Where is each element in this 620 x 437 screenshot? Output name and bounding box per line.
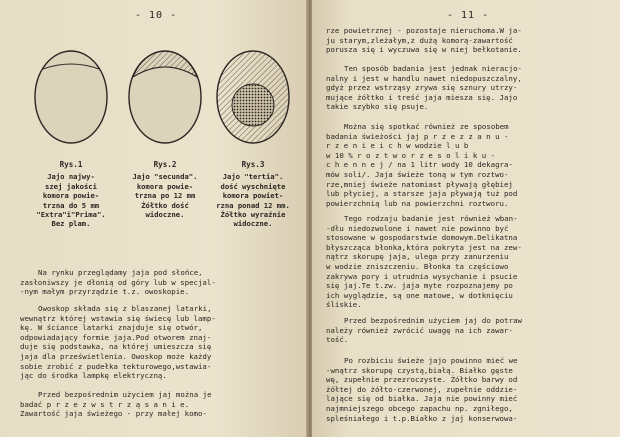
paragraph-jaja-myte: Tego rodzaju badanie jest również wban- -dłu niedozwolone i nawet nie powinno być stosowane w gospodarstwie domowym.Delikatna błyszcząca błonka,która pokryta jest na zew- nątrz skorupę jaja, ulega przy zanurzeniu w wodzie zniszczeniu. Błonka ta częściowo zakrywa pory i utrudnia wysychanie i psucie się jaj.Te t.zw. jaja myte rozpoznajemy po ich wyglądzie, są one matowe, w dotknięciu śliskie. bbox=[326, 214, 522, 310]
paragraph-zanurzenie: Można się spotkać również ze sposobem badania świeżości jaj p r z e z z a n u - r z e n i e i c h w wodzie l u b w 10 % r o z t w o r z e s o l i k u - c h e n n e j / na 1 litr wody 10 dekagra- mów soli/. Jaja świeże toną w tym roztwo- rze,mniej świeże natomiast pływają głębiej lub płyciej, a starsze jaja pływają tuż pod powierzchnią lub na powierzchni roztworu. bbox=[326, 122, 518, 208]
paragraph-owoskop: Owoskop składa się z blaszanej latarki, wewnątrz której wstawia się świecę lub lamp- kę. W ściance latarki znajduje się otwór, odpowiadający formie jaja.Pod otworem znaj- duje się podstawka, na której umieszcza się jaja dla prześwietlenia. Owoskop może każdy sobie zrobić z pudełka tekturowego,wstawia- jąc do środka lampkę elektryczną. bbox=[20, 304, 216, 381]
paragraph-wstrzasanie: Przed bezpośrednim użyciem jaj można je badać p r z e z w s t r z ą s a n i e. Zawartość jaja świeżego - przy małej komo- bbox=[20, 390, 212, 419]
page-number: - 11 - bbox=[447, 10, 490, 21]
egg-secunda-icon bbox=[124, 45, 206, 145]
page-number: - 10 - bbox=[135, 10, 178, 21]
paragraph-rynek: Na rynku przeglądamy jaja pod słońce, zasłoniwszy je dłonią od góry lub w specjal- -nym małym przyrządzie t.z. owoskopie. bbox=[20, 268, 216, 297]
figure-caption-1: Rys.1 Jajo najwy- szej jakości komora powie- trzna do 5 mm "Extra"i"Prima". Bez plam. bbox=[36, 160, 106, 229]
paragraph-rozbicie: Po rozbiciu świeże jajo powinno mieć we -wnątrz skorupę czystą,białą. Białko gęste wę, zupełnie przezroczyste. Żółtko barwy od żółtej do żółto-czerwonej, zupełnie oddzie- lające się od białka. Jaja nie powinny mieć najmniejszego obcego zapachu np. zgniłego, spleśniałego i t.p.Białko z jaj konserwowa- bbox=[326, 356, 518, 423]
paragraph-zawartosc: Przed bezpośrednim użyciem jaj do potraw należy również zwrócić uwagę na ich zawar- tość. bbox=[326, 316, 522, 345]
egg-tertia-icon bbox=[212, 45, 294, 145]
paragraph-continuation: rze powietrznej - pozostaje nieruchoma.W ja- ju starym,zleżałym,z dużą komorą-zawartość porusza się i wyczuwa się w niej bełkotanie. bbox=[326, 26, 522, 55]
right-page bbox=[312, 0, 620, 437]
left-page bbox=[0, 0, 308, 437]
paragraph-nieracjonalny: Ten sposób badania jest jednak nieracjo- nalny i jest w handlu nawet niedopuszczalny, gdyż przez wstrząsy zrywa się sznury utrzy- mujące żółtko i treść jaja miesza się. Jajo takie szybko się psuje. bbox=[326, 64, 522, 112]
egg-fresh-icon bbox=[30, 45, 112, 145]
figure-caption-2: Rys.2 Jajo "secunda". komora powie- trzna po 12 mm Żółtko dość widoczne. bbox=[132, 160, 198, 220]
figure-caption-3: Rys.3 Jajo "tertia". dość wyschnięte komora powiet- rzna ponad 12 mm. Żółtko wyraźnie widoczne. bbox=[216, 160, 290, 229]
